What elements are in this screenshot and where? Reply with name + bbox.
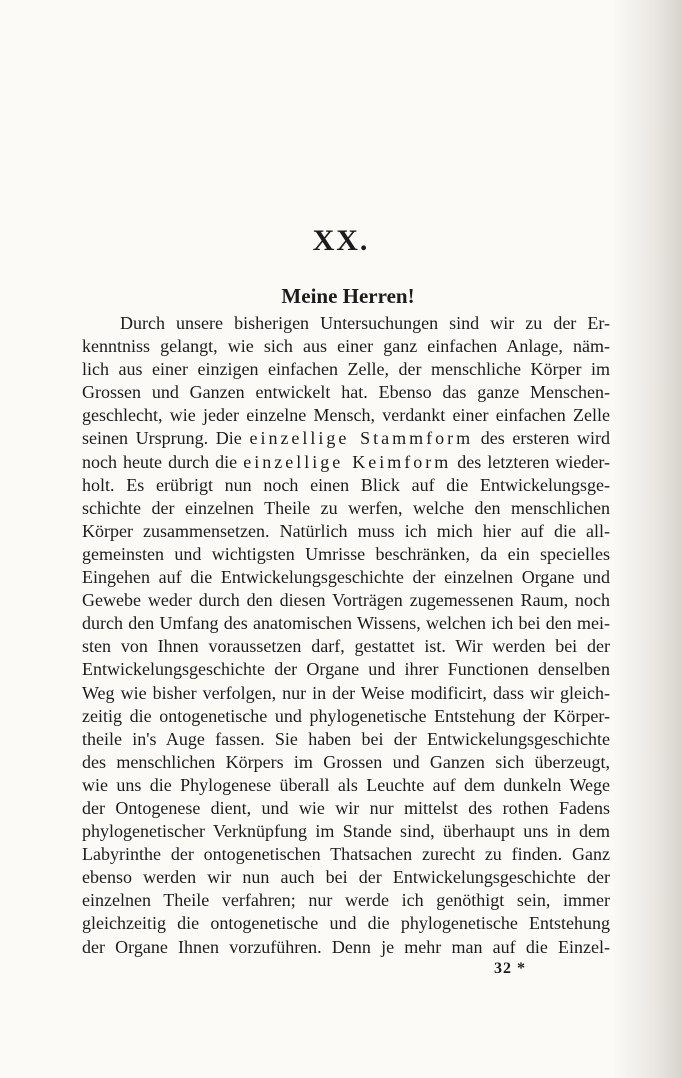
text-line: gemeinsten und wichtigsten Umrisse beschränken, da ein specielles bbox=[82, 543, 610, 564]
text-line: durch den Umfang des anatomischen Wissens, welchen ich bei den mei- bbox=[82, 613, 610, 634]
text-line: Eingehen auf die Entwickelungsgeschichte der einzelnen Organe und bbox=[82, 567, 610, 588]
text-line: sten von Ihnen voraussetzen darf, gestattet ist. Wir werden bei der bbox=[82, 636, 610, 657]
text-line: der Ontogenese dient, und wie wir nur mittelst des rothen Fadens bbox=[82, 797, 610, 818]
signature-mark: 32 * bbox=[494, 960, 526, 977]
text-line: theile in's Auge fassen. Sie haben bei der Entwickelungsgeschichte bbox=[82, 728, 610, 749]
text-line: Labyrinthe der ontogenetischen Thatsachen zurecht zu finden. Ganz bbox=[82, 844, 610, 865]
text-line: des menschlichen Körpers im Grossen und Ganzen sich überzeugt, bbox=[82, 751, 610, 772]
text-line bbox=[82, 427, 610, 450]
text-line: lich aus einer einzigen einfachen Zelle, der menschliche Körper im bbox=[82, 359, 610, 380]
text-line: ebenso werden wir nun auch bei der Entwickelungsgeschichte der bbox=[82, 867, 610, 888]
text-line: Weg wie bisher verfolgen, nur in der Weise modificirt, dass wir gleich- bbox=[82, 682, 610, 703]
text-segment: seinen Ursprung. Die bbox=[82, 428, 250, 449]
emphasis-stammform: einzellige Stammform bbox=[249, 428, 474, 449]
text-line: phylogenetischer Verknüpfung im Stande sind, überhaupt uns in dem bbox=[82, 821, 610, 842]
text-line: der Organe Ihnen vorzuführen. Denn je mehr man auf die Einzel- bbox=[82, 936, 610, 957]
text-line: einzelnen Theile verfahren; nur werde ich genöthigt sein, immer bbox=[82, 890, 610, 911]
text-line: wie uns die Phylogenese überall als Leuchte auf dem dunkeln Wege bbox=[82, 774, 610, 795]
chapter-number: XX. bbox=[312, 224, 370, 257]
body-text bbox=[82, 312, 610, 959]
text-line: Grossen und Ganzen entwickelt hat. Ebenso das ganze Menschen- bbox=[82, 382, 610, 403]
text-line: zeitig die ontogenetische und phylogenetische Entstehung der Körper- bbox=[82, 705, 610, 726]
text-line: schichte der einzelnen Theile zu werfen, welche den menschlichen bbox=[82, 497, 610, 518]
text-line: Durch unsere bisherigen Untersuchungen sind wir zu der Er- bbox=[120, 313, 610, 333]
text-line: Körper zusammensetzen. Natürlich muss ich mich hier auf die all- bbox=[82, 520, 610, 541]
text-line: kenntniss gelangt, wie sich aus einer ganz einfachen Anlage, näm- bbox=[82, 336, 610, 357]
text-segment: noch heute durch die bbox=[82, 451, 244, 472]
text-line: geschlecht, wie jeder einzelne Mensch, verdankt einer einfachen Zelle bbox=[82, 405, 610, 426]
text-line bbox=[82, 451, 610, 474]
salutation: Meine Herren! bbox=[281, 284, 415, 308]
text-segment: des letzteren wieder- bbox=[451, 451, 610, 472]
text-line: Entwickelungsgeschichte der Organe und ihrer Functionen denselben bbox=[82, 659, 610, 680]
page-edge-shadow bbox=[612, 0, 682, 1078]
text-line: holt. Es erübrigt nun noch einen Blick auf die Entwickelungsge- bbox=[82, 474, 610, 495]
text-line: gleichzeitig die ontogenetische und die phylogenetische Entstehung bbox=[82, 913, 610, 934]
text-line: Gewebe weder durch den diesen Vorträgen zugemessenen Raum, noch bbox=[82, 590, 610, 611]
text-segment: des ersteren wird bbox=[473, 428, 611, 449]
emphasis-keimform: einzellige Keimform bbox=[243, 451, 452, 472]
